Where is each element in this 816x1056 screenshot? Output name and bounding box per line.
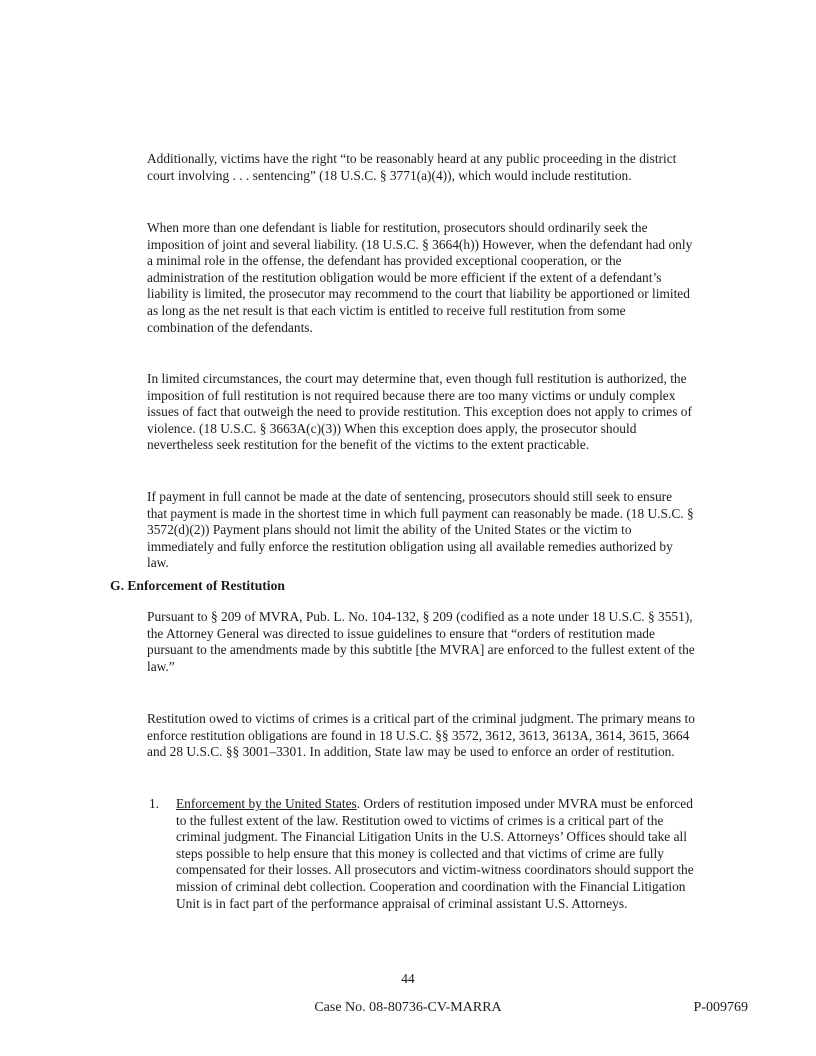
paragraph-joint-several-liability: When more than one defendant is liable for restitution, prosecutors should ordinarily seek the imposition of joint and several liability. (18 U.S.C. § 3664(h)) However, when the defendant had only a minimal role in the offense, the defendant has provided exceptional cooperation, or the administration of the restitution obligation would be more efficient if the extent of a defendant’s liability is limited, the prosecutor may recommend to the court that liability be apportioned or limited as long as the net result is that each victim is entitled to receive full restitution from some combination of the defendants. [147,220,693,335]
list-item-title: Enforcement by the United States [176,796,357,811]
list-item-body: . Orders of restitution imposed under MVRA must be enforced to the fullest extent of the law. Restitution owed to victims of crimes is a critical part of the criminal judgment. The Financial Litigation Units in the U.S. Attorneys’ Offices should take all steps possible to help ensure that this money is collected and that victims of crime are fully compensated for their losses. All prosecutors and victim-witness coordinators should support the mission of criminal debt collection. Cooperation and coordination with the Financial Litigation Unit is in fact part of the performance appraisal of criminal assistant U.S. Attorneys. [176,796,694,911]
paragraph-limited-circumstances: In limited circumstances, the court may determine that, even though full restitution is authorized, the imposition of full restitution is not required because there are too many victims or unduly complex issues of fact that outweigh the need to provide restitution. This exception does not apply to crimes of violence. (18 U.S.C. § 3663A(c)(3)) When this exception does apply, the prosecutor should nevertheless seek restitution for the benefit of the victims to the extent practicable. [147,371,692,453]
section-heading: G. Enforcement of Restitution [110,578,285,593]
paragraph-victims-right-heard: Additionally, victims have the right “to be reasonably heard at any public proceeding in the district court involving . . . sentencing” (18 U.S.C. § 3771(a)(4)), which would include restitution. [147,151,677,183]
list-item-number: 1. [149,796,160,811]
bates-number: P-009769 [693,1000,748,1015]
page-number: 44 [401,971,415,986]
case-number: Case No. 08-80736-CV-MARRA [314,1000,502,1015]
list-item-text [176,796,698,912]
paragraph-mvra-guidelines: Pursuant to § 209 of MVRA, Pub. L. No. 104-132, § 209 (codified as a note under 18 U.S.C. § 3551), the Attorney General was directed to issue guidelines to ensure that “orders of restitution made pursuant to the amendments made by this subtitle [the MVRA] are enforced to the fullest extent of the law.” [147,609,695,674]
paragraph-restitution-critical: Restitution owed to victims of crimes is a critical part of the criminal judgment. The primary means to enforce restitution obligations are found in 18 U.S.C. §§ 3572, 3612, 3613, 3613A, 3614, 3615, 3664 and 28 U.S.C. §§ 3001–3301. In addition, State law may be used to enforce an order of restitution. [147,711,695,760]
paragraph-payment-plans: If payment in full cannot be made at the date of sentencing, prosecutors should still seek to ensure that payment is made in the shortest time in which full payment can reasonably be made. (18 U.S.C. § 3572(d)(2)) Payment plans should not limit the ability of the United States or the victim to immediately and fully enforce the restitution obligation using all available remedies authorized by law. [147,489,694,571]
